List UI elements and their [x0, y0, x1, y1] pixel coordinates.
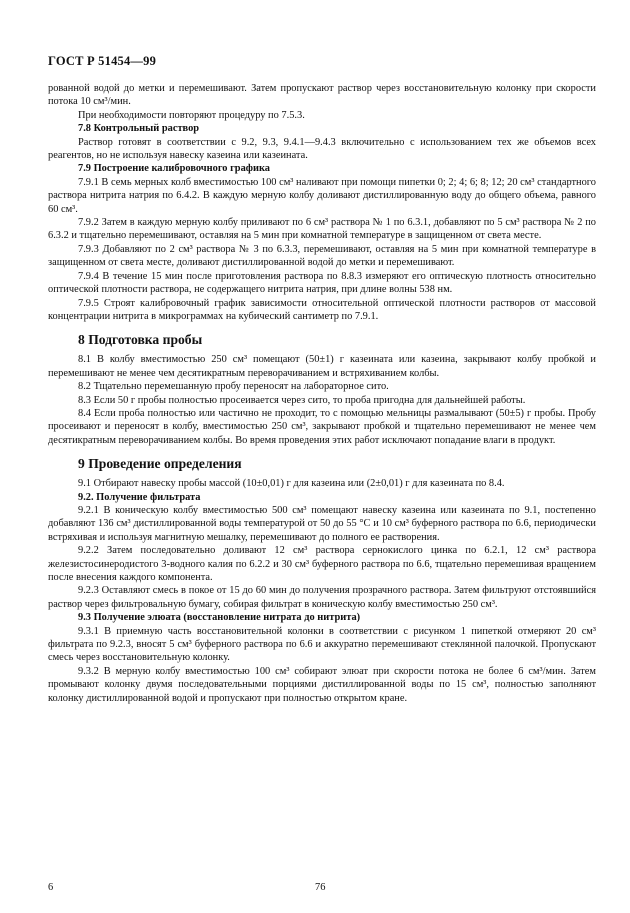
paragraph: 7.9.1 В семь мерных колб вместимостью 100 см³ наливают при помощи пипетки 0; 2; 4; 6; 8; 12; 20 см³ стандартного раствора нитрита натрия по 6.4.2. В каждую мерную колбу доливают дистиллированную воду до общего объема, равного 60 см³. — [48, 176, 596, 215]
paragraph: 9.1 Отбирают навеску пробы массой (10±0,01) г для казеина или (2±0,01) г для казеината по 8.4. — [78, 478, 505, 490]
paragraph: 8.2 Тщательно перемешанную пробу переносят на лабораторное сито. — [78, 381, 389, 393]
page-number-left: 6 — [48, 882, 54, 893]
paragraph: 8.3 Если 50 г пробы полностью просеивается через сито, то проба пригодна для дальнейшей работы. — [78, 394, 526, 406]
paragraph: 7.9.2 Затем в каждую мерную колбу приливают по 6 см³ раствора № 1 по 6.3.1, добавляют по 5 см³ раствора № 2 по 6.3.2 и тщательно перемешивают, оставляя на 5 мин при комнатной температуре в защищенном от света месте. — [48, 217, 596, 242]
paragraph: 7.9.5 Строят калибровочный график зависимости относительной оптической плотности растворов от массовой концентрации нитрита в микрограммах на кубический сантиметр по 7.9.1. — [48, 297, 596, 322]
paragraph: 8.1 В колбу вместимостью 250 см³ помещают (50±1) г казеината или казеина, закрывают колбу пробкой и перемешивают не менее чем десятикратным переворачиванием и встряхиванием колбы. — [48, 354, 596, 379]
document-header: ГОСТ Р 51454—99 — [48, 54, 157, 68]
subsection-heading: 7.9 Построение калибровочного графика — [78, 163, 270, 175]
subsection-heading: 9.3 Получение элюата (восстановление нитрата до нитрита) — [78, 612, 361, 624]
paragraph-continuation: рованной водой до метки и перемешивают. Затем пропускают раствор через восстановительную колонку при скорости потока 10 см³/мин. — [48, 83, 596, 108]
section-heading: 9 Проведение определения — [78, 456, 242, 472]
paragraph: 9.2.2 Затем последовательно доливают 12 см³ раствора сернокислого цинка по 6.2.1, 12 см³ раствора железистосинеродистого 3-водного калия по 6.2.2 и 30 см³ буферного раствора по 6.6, тщательно перемешивая вращением после внесения каждого компонента. — [48, 545, 596, 583]
paragraph: 8.4 Если проба полностью или частично не проходит, то с помощью мельницы размалывают (50±5) г пробы. Пробу просеивают и переносят в колбу, вместимостью 250 см³, закрывают пробкой и тщательно перемешивают не менее чем десятикратным переворачиванием колбы. Во время проведения этих работ исключают попадание влаги в продукт. — [48, 407, 596, 446]
paragraph: 7.9.4 В течение 15 мин после приготовления раствора по 8.8.3 измеряют его оптическую плотность относительно оптической плотности раствора, не содержащего нитрита натрия, при длине волны 538 нм. — [48, 270, 596, 296]
page-number-center: 76 — [315, 882, 326, 893]
paragraph: При необходимости повторяют процедуру по 7.5.3. — [78, 109, 305, 121]
section-heading: 8 Подготовка пробы — [78, 332, 203, 348]
document-body — [48, 82, 596, 705]
paragraph: 9.3.2 В мерную колбу вместимостью 100 см³ собирают элюат при скорости потока не более 6 см³/мин. Затем промывают колонку двумя последовательными порциями дистиллированной воды по 15 см³, полностью заполняют колонку дистиллированной водой и пропускают при полностью открытом кране. — [48, 665, 596, 704]
subsection-heading: 9.2. Получение фильтрата — [78, 491, 201, 503]
paragraph: 9.2.3 Оставляют смесь в покое от 15 до 60 мин до получения прозрачного раствора. Затем фильтруют отстоявшийся раствор через фильтровальную бумагу, собирая фильтрат в коническую колбу вместимостью 250 см³. — [48, 585, 596, 610]
paragraph: Раствор готовят в соответствии с 9.2, 9.3, 9.4.1—9.4.3 включительно с использованием тех же объемов всех реагентов, но не используя навеску казеина или казеината. — [48, 136, 596, 162]
paragraph: 9.3.1 В приемную часть восстановительной колонки в соответствии с рисунком 1 пипеткой отмеряют 20 см³ фильтрата по 9.2.3, вносят 5 см³ буферного раствора по 6.6 и аккуратно перемешивают стеклянной палочкой. Пропускают смесь через восстановительную колонку. — [48, 625, 596, 664]
paragraph: 9.2.1 В коническую колбу вместимостью 500 см³ помещают навеску казеина или казеината по 9.1, постепенно добавляют 136 см³ дистиллированной воды температурой от 50 до 55 °С и 10 см³ буферного раствора по 6.6, периодически встряхивая и используя магнитную мешалку, перемешивают до полного ее растворения. — [48, 504, 596, 543]
paragraph: 7.9.3 Добавляют по 2 см³ раствора № 3 по 6.3.3, перемешивают, оставляя на 5 мин при комнатной температуре в защищенном от света месте, доливают дистиллированной водой до метки и перемешивают. — [48, 243, 596, 269]
subsection-heading: 7.8 Контрольный раствор — [78, 123, 200, 135]
